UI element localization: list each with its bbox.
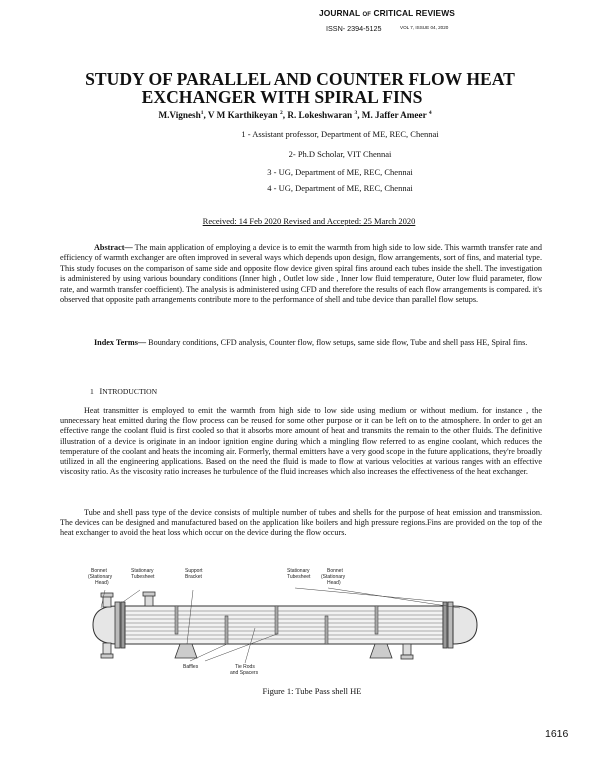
label-tubesheet-left: Stationary Tubesheet xyxy=(131,568,155,580)
index-terms: Index Terms— Boundary conditions, CFD analysis, Counter flow, flow setups, same side flow, Tube and shell pass HE, Spiral fins. xyxy=(94,338,528,347)
label-tie-rods: Tie Rods and Spacers xyxy=(230,664,259,676)
received-dates: Received: 14 Feb 2020 Revised and Accepted: 25 March 2020 xyxy=(202,216,416,226)
label-tubesheet-right: Stationary Tubesheet xyxy=(287,568,311,580)
volume-issue: VOL 7, ISSUE 04, 2020 xyxy=(400,25,449,30)
affiliation: 2- Ph.D Scholar, VIT Chennai xyxy=(288,149,392,159)
tube-pass-shell-diagram xyxy=(85,568,515,678)
label-baffles: Baffles xyxy=(183,664,199,670)
affiliation: 1 - Assistant professor, Department of ME, REC, Chennai xyxy=(241,129,439,139)
support-bracket-left xyxy=(175,644,197,658)
author: M.Vignesh xyxy=(158,110,201,121)
body-paragraph: Tube and shell pass type of the device consists of multiple number of tubes and shells for the purpose of heat emission and transmission. The devices can be designed and manufactured based on the application like boilers and high pressure regions.Fins are provided on the top of the heat exchanger to avoid the heat loss which occur on the device during the flow occurs. xyxy=(60,508,542,538)
affiliation: 4 - UG, Department of ME, REC, Chennai xyxy=(267,183,413,193)
left-bonnet-shape xyxy=(93,606,117,644)
right-bonnet-shape xyxy=(453,606,477,644)
author: M. Jaffer Ameer xyxy=(361,110,427,121)
author: R. Lokeshwaran xyxy=(287,110,353,121)
right-flange xyxy=(448,602,453,648)
affiliation: 3 - UG, Department of ME, REC, Chennai xyxy=(267,167,413,177)
abstract: Abstract— The main application of employing a device is to emit the warmth from high side to low side. This warmth transfer rate and efficiency of warmth exchanger are often improved in several ways which depends upon design, flow arrangements, sort of fins, and material type. This study focuses on the comparison of same side and opposite flow device given spiral fins around each tubes inside the shell. The investigation is administered by using various boundary conditions (Inner high , Outlet low side , Inner low fluid temperature, Outer low fluid parameter, flow rate, and warmth transfer coefficient). The analysis is administered using CFD and therefore the results of each flow arrangements is compared. it's observed that opposite path arrangements contribute more to the performance of shell and tube device than parallel flow setups. xyxy=(60,243,542,305)
support-bracket-right xyxy=(370,644,392,658)
label-support-bracket: Support Bracket xyxy=(185,568,203,580)
author: V M Karthikeyan xyxy=(207,110,278,121)
label-bonnet-right: Bonnet (Stationary Head) xyxy=(321,568,346,586)
journal-name: JOURNAL OF CRITICAL REVIEWS xyxy=(319,8,455,18)
abstract-label: Abstract— xyxy=(94,243,133,252)
paper-title: STUDY OF PARALLEL AND COUNTER FLOW HEAT EXCHANGER WITH SPIRAL FINS xyxy=(85,69,515,107)
left-tubesheet-shape xyxy=(121,602,125,648)
label-bonnet-left: Bonnet (Stationary Head) xyxy=(88,568,113,586)
figure-caption: Figure 1: Tube Pass shell HE xyxy=(262,686,362,696)
author-list: M.Vignesh$^1$, V M Karthikeyan $^2$, R. Lokeshwaran $^3$, M. Jaffer Ameer $^4$ xyxy=(158,110,432,121)
right-tubesheet-shape xyxy=(443,602,447,648)
section-heading: 1 INTRODUCTION xyxy=(90,387,158,396)
index-terms-label: Index Terms— xyxy=(94,338,147,347)
left-flange xyxy=(115,602,120,648)
body-paragraph: Heat transmitter is employed to emit the warmth from high side to low side using medium or without medium. for instance , the unnecessary heat emitted during the flow process can be reused for some other purpose or it can be left on to the atmosphere. In order to get an effective range the coolant fluid is first cooled so that it absorbs more amount of heat and transmits the remain to the other fluids. The definitive illustration of a device is originate in an indoor ignition engine during which a mingling flow referred to as engine coolant, which reduces the temperature of the coolant and heats the incoming air. Formerly, thermal emitters have a very good scope in the future applications, they're broadly utilized in all the engineering applications. Based on the need the fluid is made to flow at various velocities at various ranges with an effective viscosity ratio. As the viscosity ratio increases he turbulence of the fluid increases which also increases the effectiveness of the heat exchanger. xyxy=(60,406,542,477)
page-number: 1616 xyxy=(545,728,569,740)
issn: ISSN- 2394-5125 xyxy=(326,24,382,33)
shell-body xyxy=(125,606,443,644)
